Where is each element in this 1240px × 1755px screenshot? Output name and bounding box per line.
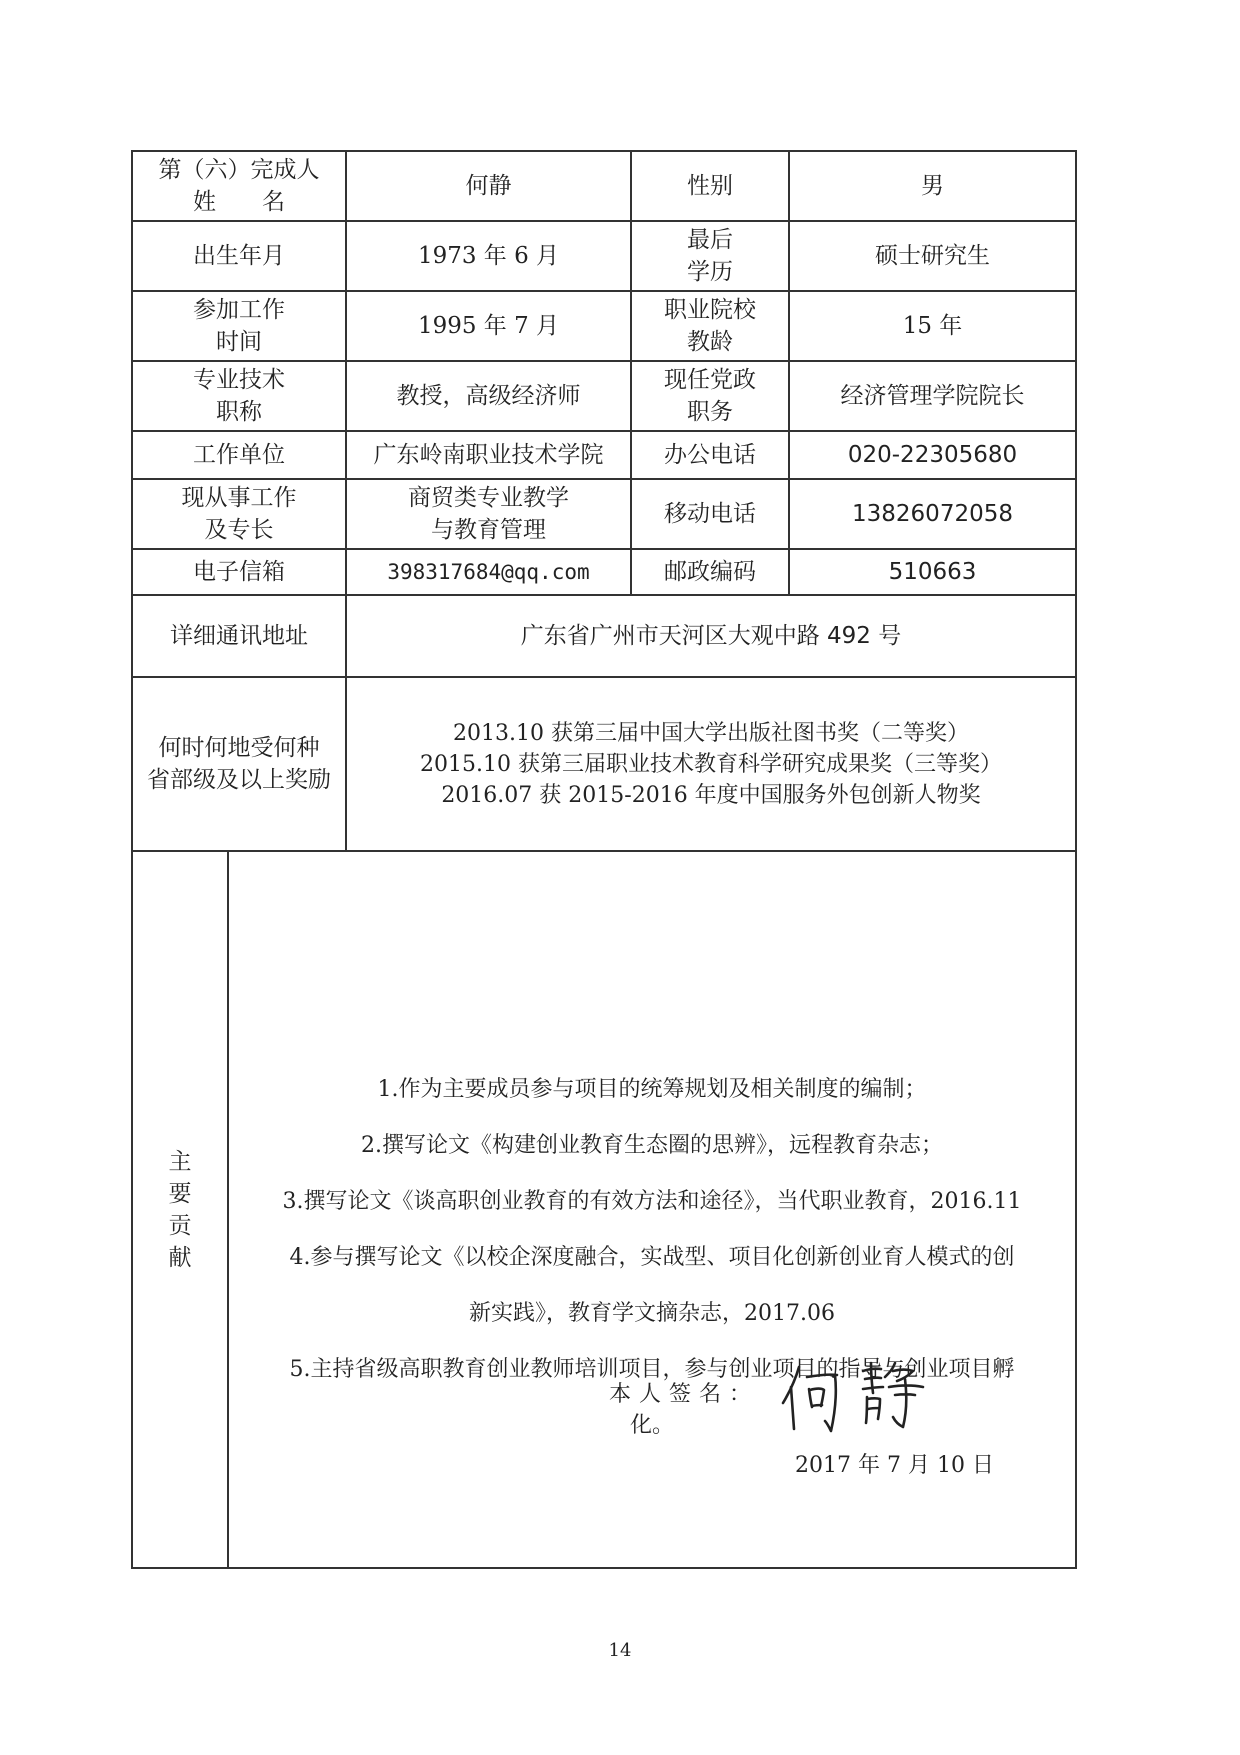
education-label-cell: [631, 221, 789, 291]
contribution-line: 3.撰写论文《谈高职创业教育的有效方法和途径》，当代职业教育，2016.11: [282, 1188, 1022, 1214]
awards-list: [346, 677, 1076, 851]
work-start-value: 1995 年 7 月: [346, 291, 631, 361]
form-row-name: [132, 151, 1076, 221]
form-row-birth: [132, 221, 1076, 291]
contribution-line: 4.参与撰写论文《以校企深度融合，实战型、项目化创新创业育人模式的创: [289, 1244, 1015, 1270]
contribution-line: 化。: [629, 1412, 674, 1438]
employer-label: 工作单位: [132, 431, 346, 479]
specialty-value-line2: 与教育管理: [431, 517, 546, 543]
awards-label-line2: 省部级及以上奖励: [147, 767, 331, 793]
form-row-address: [132, 595, 1076, 677]
contributions-content: [228, 851, 1076, 1568]
mobile-label: 移动电话: [631, 479, 789, 549]
awards-label-line1: 何时何地受何种: [158, 735, 320, 761]
zip-label: 邮政编码: [631, 549, 789, 595]
award-item: 2015.10 获第三届职业技术教育科学研究成果奖（三等奖）: [420, 751, 1002, 777]
education-label-line1: 最后: [687, 227, 733, 253]
gender-label: 性别: [631, 151, 789, 221]
address-label: 详细通讯地址: [132, 595, 346, 677]
birth-value: 1973 年 6 月: [346, 221, 631, 291]
work-start-label-line1: 参加工作: [193, 297, 285, 323]
teaching-years-label-line1: 职业院校: [664, 297, 756, 323]
teaching-years-value: 15 年: [789, 291, 1076, 361]
teaching-years-label-cell: [631, 291, 789, 361]
signature-row: [609, 1357, 1029, 1437]
contribution-line: 新实践》，教育学文摘杂志，2017.06: [469, 1300, 835, 1326]
title-value: 教授，高级经济师: [346, 361, 631, 431]
form-row-email: [132, 549, 1076, 595]
form-row-specialty: [132, 479, 1076, 549]
award-item: 2016.07 获 2015-2016 年度中国服务外包创新人物奖: [441, 782, 981, 808]
email-value: 398317684@qq.com: [346, 549, 631, 595]
address-value: 广东省广州市天河区大观中路 492 号: [346, 595, 1076, 677]
specialty-label-line2: 及专长: [204, 517, 274, 543]
awards-label-cell: [132, 677, 346, 851]
handwritten-signature-icon: [777, 1357, 937, 1437]
form-row-work-start: [132, 291, 1076, 361]
specialty-label-cell: [132, 479, 346, 549]
signature-label: 本人签名：: [609, 1382, 760, 1407]
form-row-employer: [132, 431, 1076, 479]
contributions-label-cell: [132, 851, 228, 1568]
post-label-line2: 职务: [687, 399, 733, 425]
form-row-awards: [132, 677, 1076, 851]
name-label-line2: 姓 名: [193, 189, 285, 215]
contribution-line: 2.撰写论文《构建创业教育生态圈的思辨》，远程教育杂志；: [361, 1132, 943, 1158]
title-label-line1: 专业技术: [193, 367, 285, 393]
specialty-value-cell: [346, 479, 631, 549]
name-label-line1: 第（六）完成人: [158, 157, 320, 183]
teaching-years-label-line2: 教龄: [687, 329, 733, 355]
award-item: 2013.10 获第三届中国大学出版社图书奖（二等奖）: [453, 720, 969, 746]
contribution-line: 5.主持省级高职教育创业教师培训项目，参与创业项目的指导与创业项目孵: [289, 1356, 1015, 1382]
post-value: 经济管理学院院长: [789, 361, 1076, 431]
education-label-line2: 学历: [687, 259, 733, 285]
work-start-label-line2: 时间: [216, 329, 262, 355]
zip-value: 510663: [789, 549, 1076, 595]
specialty-value-line1: 商贸类专业教学: [408, 485, 569, 511]
email-label: 电子信箱: [132, 549, 346, 595]
mobile-value: 13826072058: [789, 479, 1076, 549]
name-value: 何静: [346, 151, 631, 221]
employer-value: 广东岭南职业技术学院: [346, 431, 631, 479]
office-phone-label: 办公电话: [631, 431, 789, 479]
form-row-title: [132, 361, 1076, 431]
office-phone-value: 020-22305680: [789, 431, 1076, 479]
form-row-contributions: [132, 851, 1076, 1568]
title-label-line2: 职称: [216, 399, 262, 425]
name-label-cell: [132, 151, 346, 221]
post-label-line1: 现任党政: [664, 367, 756, 393]
contribution-line: 1.作为主要成员参与项目的统筹规划及相关制度的编制；: [377, 1076, 927, 1102]
education-value: 硕士研究生: [789, 221, 1076, 291]
gender-value: 男: [789, 151, 1076, 221]
title-label-cell: [132, 361, 346, 431]
work-start-label-cell: [132, 291, 346, 361]
contributions-label: 主要贡献: [168, 1148, 192, 1271]
page-number: 14: [608, 1640, 632, 1661]
signature-date: 2017 年 7 月 10 日: [795, 1453, 994, 1478]
post-label-cell: [631, 361, 789, 431]
specialty-label-line1: 现从事工作: [181, 485, 297, 511]
birth-label: 出生年月: [132, 221, 346, 291]
completer-info-form: [131, 150, 1077, 1569]
